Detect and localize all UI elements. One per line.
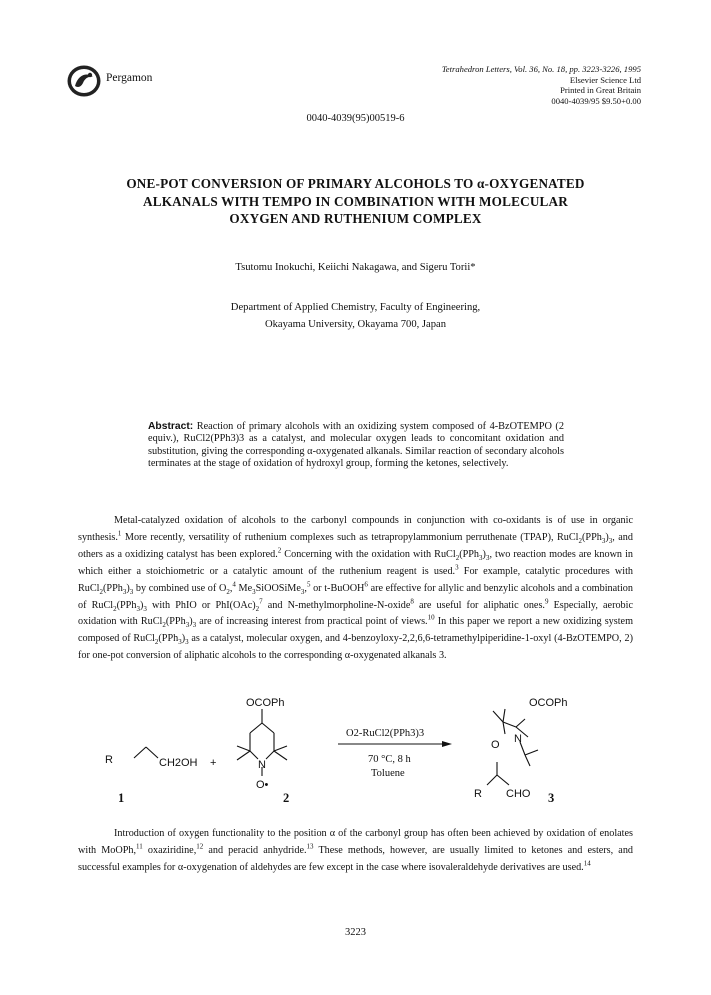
text-span: SiOOSiMe: [255, 582, 301, 594]
ref-citation: 8: [410, 597, 414, 606]
publisher-name: Pergamon: [106, 72, 153, 84]
text-span: Introduction of oxygen functionality to the position α of the carbonyl group has often been achieved by oxidation of enolates with MoOPh,: [78, 828, 633, 856]
abstract-label: Abstract:: [148, 421, 194, 432]
reaction-scheme: [100, 696, 620, 824]
paper-title: [60, 175, 651, 228]
text-span: or t-BuOOH: [310, 582, 365, 594]
scheme-cho: CHO: [506, 788, 531, 800]
scheme-plus: +: [210, 757, 217, 769]
scheme-o-product: O: [491, 739, 500, 751]
title-line-2: ALKANALS WITH TEMPO IN COMBINATION WITH MOLECULAR: [142, 193, 569, 209]
text-span: are of increasing interest from practical point of views.: [196, 616, 428, 628]
scheme-ocoph-reagent: OCOPh: [246, 697, 285, 709]
text-span: Metal-catalyzed oxidation of alcohols to the carbonyl compounds in conjunction with co-oxidants is of use in organic synthesis.: [78, 515, 633, 543]
text-span: Me: [235, 582, 253, 594]
journal-citation: Tetrahedron Letters, Vol. 36, No. 18, pp. 3223-3226, 1995: [441, 64, 641, 74]
doi-code: 0040-4039(95)00519-6: [306, 113, 405, 124]
scheme-n-product: N: [514, 733, 522, 745]
scheme-n-label: N: [258, 759, 266, 771]
scheme-ocoph-product: OCOPh: [529, 697, 568, 709]
price-line: 0040-4039/95 $9.50+0.00: [551, 95, 641, 106]
text-span: For example, catalytic procedures with RuCl: [78, 565, 633, 594]
ref-citation: 14: [583, 859, 591, 868]
abstract: [148, 421, 564, 471]
ref-citation: 13: [306, 842, 314, 851]
copyright-line: Elsevier Science Ltd: [569, 74, 641, 85]
printed-line: Printed in Great Britain: [560, 85, 641, 96]
body-paragraph-2: [78, 826, 633, 877]
title-line-1: ONE-POT CONVERSION OF PRIMARY ALCOHOLS TO α-OXYGENATED: [126, 176, 585, 191]
ref-citation: 3: [455, 563, 459, 572]
affiliation-line-2: Okayama University, Okayama 700, Japan: [264, 318, 447, 330]
ref-citation: 10: [427, 614, 435, 623]
text-span: and others as a oxidizing catalyst has been explored.: [78, 531, 633, 560]
ref-citation: 11: [136, 842, 143, 851]
abstract-text: Reaction of primary alcohols with an oxidizing system composed of 4-BzOTEMPO (2 equiv.), RuCl2(PPh3)3 as a catalyst, and molecular oxygen leads to concomitant oxidation and substitution, giving the corresponding α-oxygenated alkanals. Similar reaction of secondary alcohols terminates at the stage of oxidation of hydroxyl group, forming the ketones, selectively.: [148, 421, 564, 470]
ref-citation: 4: [232, 580, 236, 589]
scheme-r-product: R: [474, 788, 482, 800]
title-line-3: OXYGEN AND RUTHENIUM COMPLEX: [229, 211, 482, 226]
text-span: by combined use of O: [133, 582, 227, 594]
text-span: are useful for aliphatic ones.: [413, 599, 545, 611]
text-span: and peracid anhydride.: [203, 844, 307, 856]
ref-citation: 5: [306, 580, 311, 589]
pergamon-logo-icon: [66, 64, 102, 98]
text-span: with PhIO or PhI(OAc): [146, 599, 256, 611]
text-span: Especially, aerobic oxidation with RuCl: [78, 599, 633, 628]
text-span: More recently, versatility of ruthenium complexes such as tetrapropylammonium perruthenate (TPAP), RuCl: [121, 531, 579, 543]
affiliation-line-1: Department of Applied Chemistry, Faculty of Engineering,: [230, 302, 481, 313]
compound-2-label: 2: [283, 791, 290, 805]
compound-1-label: 1: [118, 791, 125, 805]
scheme-conditions-solvent: Toluene: [371, 768, 405, 779]
ref-citation: 7: [259, 597, 263, 606]
text-span: as a catalyst, molecular oxygen, and 4-benzoyloxy-2,2,6,6-tetramethylpiperidine-1-oxyl (4-BzOTEMPO, 2) for one-pot conversion of aliphatic alcohols to the corresponding α-oxygenated alkanals 3.: [78, 633, 633, 662]
text-span: In this paper we report a new oxidizing system composed of RuCl: [78, 616, 634, 645]
text-span: These methods, however, are usually limited to ketones and esters, and successful examples for α-oxygenation of aldehydes are few except in the case where isovaleraldehyde derivatives are used.: [78, 844, 634, 873]
text-span: oxaziridine,: [142, 844, 197, 856]
scheme-conditions-temp: 70 °C, 8 h: [368, 754, 411, 765]
compound-3-label: 3: [548, 791, 555, 805]
ref-citation: 1: [117, 529, 122, 538]
page-number: 3223: [345, 927, 366, 938]
scheme-o-radical: O•: [256, 779, 269, 791]
text-span: and N-methylmorpholine-N-oxide: [262, 599, 411, 611]
scheme-ch2oh: CH2OH: [159, 757, 198, 769]
scheme-r-label: R: [105, 754, 113, 766]
text-span: two reaction modes are known in which either a stoichiometric or a catalytic amount of the ruthenium reagent is used.: [78, 548, 633, 577]
ref-citation: 6: [364, 580, 368, 589]
scheme-reagent: O2-RuCl2(PPh3)3: [346, 728, 425, 739]
body-paragraph-1: Metal-catalyzed oxidation of alcohols to the carbonyl compounds in conjunction with co-oxidants is of use in organic synthesis.$^1$ More recently, versatility of ruthenium complexes such as tetrapropylammonium perruthenate (TPAP), $RuCl_2(PPh_3)_3$, and others as a oxidizing catalyst has been explored.$^2$ Concerning with the oxidation with $RuCl_2(PPh_3)_3$, two reaction modes are known in which either a stoichiometric or a catalytic amount of the ruthenium reagent is used.$^3$ For example, catalytic procedures with $RuCl_2(PPh_3)_3$ by combined use of $O_2,^4$ $Me_3SiOOSiMe_3,^5$ or t-BuOOH$^6$ are effective for allylic and benzylic alcohols and a combination of $RuCl_2(PPh_3)_3$ with PhIO or $PhI(OAc)_2^7$ and N-methylmorpholine-N-oxide$^8$ are useful for aliphatic ones.$^9$ Especially, aerobic oxidation with $RuCl_2(PPh_3)_3$ are of increasing interest from practical point of views.$^{10}$ In this paper we report a new oxidizing system composed of $RuCl_2(PPh_3)_3$ as a catalyst, molecular oxygen, and 4-benzoyloxy-2,2,6,6-tetramethylpiperidine-1-oxyl (4-BzOTEMPO, 2) for one-pot conversion of aliphatic alcohols to the corresponding α-oxygenated alkanals 3.: [78, 515, 634, 662]
journal-info: [442, 64, 641, 106]
ref-citation: 12: [196, 842, 204, 851]
ref-citation: 2: [277, 546, 282, 555]
ref-citation: 9: [544, 597, 549, 606]
text-span: Concerning with the oxidation with RuCl: [281, 548, 456, 560]
author-list: Tsutomu Inokuchi, Keiichi Nakagawa, and Sigeru Torii*: [235, 262, 476, 273]
affiliation: [0, 300, 711, 333]
text-span: are effective for allylic and benzylic alcohols and a combination of RuCl: [78, 582, 633, 611]
